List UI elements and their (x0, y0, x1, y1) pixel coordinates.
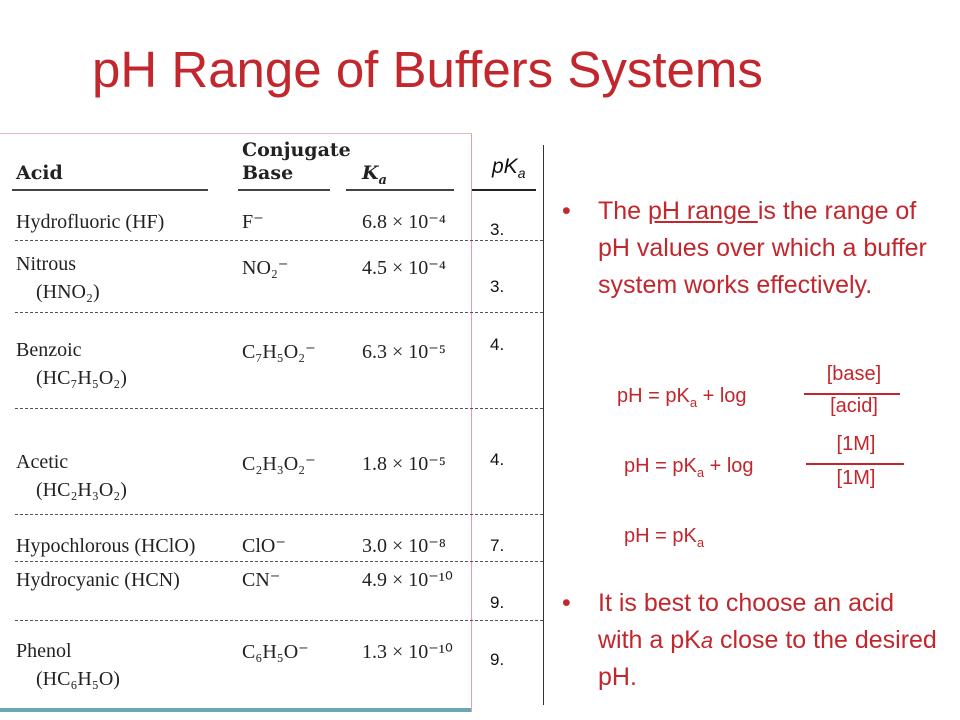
bullet-1-lead: The (598, 197, 649, 225)
row-7-acid: Phenol (16, 640, 72, 662)
row-divider (15, 514, 543, 515)
row-7-base: C₆H₅O⁻ (242, 641, 309, 663)
row-7-pka: 9. (490, 650, 505, 669)
row-7-acid-formula: (HC₆H₅O) (36, 668, 120, 690)
header-ka: $K_a$ (362, 162, 387, 188)
row-2-ka: 4.5 × 10⁻⁴ (362, 257, 446, 279)
row-4-pka: 4. (490, 450, 505, 469)
row-2-acid-formula: (HNO₂) (36, 281, 100, 303)
bullet-1-rest: is the range of pH values over which a buffer system works effectively. (598, 197, 927, 299)
pka-header-underline (472, 189, 536, 191)
header-acid: Acid (16, 162, 63, 184)
header-underline-acid (12, 189, 208, 191)
header-conjugate: Conjugate (242, 139, 351, 161)
row-2-pka: 3. (490, 277, 505, 296)
equation-1-lhs: pH = $pK_a + \log$ (617, 385, 747, 410)
row-5-base: ClO⁻ (242, 535, 286, 557)
row-1-acid: Hydrofluoric (HF) (16, 211, 165, 233)
row-6-base: CN⁻ (242, 569, 281, 591)
equation-2-denominator: [1M] (836, 467, 876, 489)
header-base: Base (242, 162, 294, 184)
table-bottom-border (0, 708, 471, 712)
pka-column-rule (543, 145, 544, 705)
row-5-acid: Hypochlorous (HClO) (16, 535, 196, 557)
row-6-acid: Hydrocyanic (HCN) (16, 569, 180, 591)
row-4-acid-formula: (HC₂H₃O₂) (36, 479, 127, 501)
row-3-acid: Benzoic (16, 339, 82, 361)
row-2-acid: Nitrous (16, 253, 76, 275)
equation-3: pH = $pK_a$ (624, 525, 705, 550)
row-4-base: C₂H₃O₂⁻ (242, 453, 316, 475)
row-3-pka: 4. (490, 335, 505, 354)
row-3-ka: 6.3 × 10⁻⁵ (362, 341, 446, 363)
slide-title: pH Range of Buffers Systems (92, 41, 763, 98)
bullet-marker: • (562, 197, 571, 225)
ph-range-term: pH range (648, 197, 758, 225)
row-2-base: NO₂⁻ (242, 257, 289, 279)
row-divider (15, 561, 543, 562)
equation-2-fraction-bar (806, 463, 904, 465)
equation-1-numerator: [base] (826, 363, 882, 385)
row-6-pka: 9. (490, 593, 505, 612)
equation-1-denominator: [acid] (830, 395, 878, 417)
equation-2-lhs: pH = $pK_a + \log$ (624, 455, 754, 480)
row-1-ka: 6.8 × 10⁻⁴ (362, 211, 446, 233)
equation-2-numerator: [1M] (836, 433, 876, 455)
row-5-pka: 7. (490, 536, 505, 555)
row-3-base: C₇H₅O₂⁻ (242, 341, 316, 363)
row-divider (15, 620, 543, 621)
row-5-ka: 3.0 × 10⁻⁸ (362, 535, 446, 557)
row-3-acid-formula: (HC₇H₅O₂) (36, 367, 127, 389)
row-6-ka: 4.9 × 10⁻¹⁰ (362, 569, 453, 591)
bullet-choose-acid: It is best to choose an acid with a pKa close to the desired pH. (598, 589, 937, 691)
row-divider (15, 408, 543, 409)
row-divider (15, 240, 543, 241)
row-7-ka: 1.3 × 10⁻¹⁰ (362, 641, 453, 663)
pka-header: $pK_a$ (492, 155, 526, 182)
row-4-acid: Acetic (16, 451, 69, 473)
row-divider (15, 312, 543, 313)
bullet-ph-range (598, 193, 948, 304)
row-1-pka: 3. (490, 220, 505, 239)
row-4-ka: 1.8 × 10⁻⁵ (362, 453, 446, 475)
header-underline-base (238, 189, 330, 191)
row-1-base: F⁻ (242, 211, 264, 233)
header-underline-ka (346, 189, 454, 191)
bullet-marker: • (562, 589, 571, 617)
